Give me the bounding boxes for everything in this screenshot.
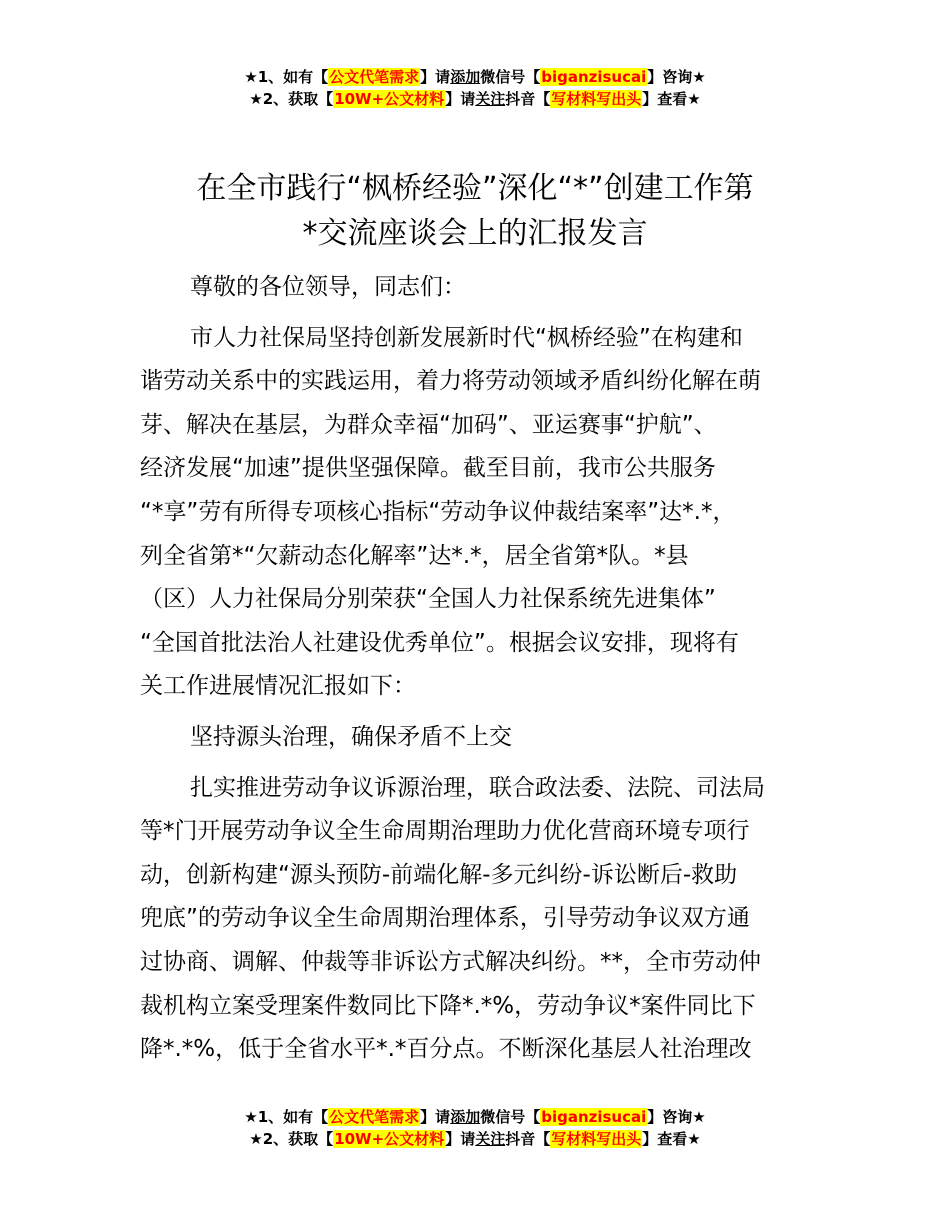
paragraph-line: 市人力社保局坚持创新发展新时代“枫桥经验”在构建和 — [190, 324, 743, 351]
banner-text: 抖音【 — [505, 90, 551, 108]
banner-highlight: biganzisucai — [541, 68, 647, 86]
banner-line-1 — [0, 1106, 950, 1128]
header-banner — [0, 66, 950, 110]
banner-line-1 — [0, 66, 950, 88]
section-heading — [140, 716, 812, 760]
paragraph-line: （区）人力社保局分别荣获“全国人力社保系统先进集体” — [140, 586, 716, 613]
banner-underline: 添加 — [450, 1108, 481, 1126]
banner-text: 】咨询★ — [647, 1108, 706, 1126]
section-paragraph — [140, 767, 812, 1072]
paragraph-line: 扎实推进劳动争议诉源治理，联合政法委、法院、司法局 — [190, 774, 765, 801]
banner-text: ★1、如有【 — [244, 68, 329, 86]
banner-line-2 — [0, 1128, 950, 1150]
paragraph-line: 经济发展“加速”提供坚强保障。截至目前，我市公共服务 — [140, 455, 716, 482]
paragraph-line: 降*.*%，低于全省水平*.*百分点。不断深化基层人社治理改 — [140, 1036, 752, 1063]
paragraph-line: 过协商、调解、仲裁等非诉讼方式解决纠纷。**，全市劳动仲 — [140, 948, 761, 975]
banner-text: 】请 — [445, 90, 476, 108]
banner-highlight: 公文代笔需求 — [329, 68, 420, 86]
banner-underline: 关注 — [475, 90, 506, 108]
paragraph-line: 裁机构立案受理案件数同比下降*.*%，劳动争议*案件同比下 — [140, 992, 756, 1019]
title-line-2: *交流座谈会上的汇报发言 — [302, 216, 648, 251]
banner-text: 微信号【 — [480, 1108, 541, 1126]
paragraph-line: 动，创新构建“源头预防-前端化解-多元纠纷-诉讼断后-救助 — [140, 861, 738, 888]
banner-text: ★2、获取【 — [249, 90, 334, 108]
paragraph-line: “全国首批法治人社建设优秀单位”。根据会议安排，现将有 — [140, 629, 739, 656]
paragraph-line: 尊敬的各位领导，同志们： — [190, 274, 466, 300]
title-line-1: 在全市践行“枫桥经验”深化“*”创建工作第 — [196, 171, 754, 206]
banner-highlight: 写材料写出头 — [551, 1130, 642, 1148]
banner-highlight: biganzisucai — [541, 1108, 647, 1126]
footer-banner — [0, 1106, 950, 1150]
salutation — [140, 266, 812, 310]
banner-highlight: 写材料写出头 — [551, 90, 642, 108]
paragraph-line: 芽、解决在基层，为群众幸福“加码”、亚运赛事“护航”、 — [140, 411, 717, 438]
paragraph-line: 坚持源头治理，确保矛盾不上交 — [190, 723, 512, 750]
banner-text: 】请 — [420, 68, 451, 86]
banner-text: 】查看★ — [642, 90, 701, 108]
banner-text: ★1、如有【 — [244, 1108, 329, 1126]
banner-text: 微信号【 — [480, 68, 541, 86]
banner-text: ★2、获取【 — [249, 1130, 334, 1148]
banner-underline: 关注 — [475, 1130, 506, 1148]
document-body — [140, 266, 812, 1072]
paragraph-line: 列全省第*“欠薪动态化解率”达*.*，居全省第*队。*县 — [140, 542, 689, 569]
banner-text: 】咨询★ — [647, 68, 706, 86]
paragraph-line: 谐劳动关系中的实践运用，着力将劳动领域矛盾纠纷化解在萌 — [140, 368, 761, 395]
banner-highlight: 10W+公文材料 — [334, 90, 445, 108]
banner-text: 】请 — [420, 1108, 451, 1126]
paragraph-line: 兜底”的劳动争议全生命周期治理体系，引导劳动争议双方通 — [140, 905, 750, 932]
paragraph-line: 关工作进展情况汇报如下： — [140, 673, 416, 700]
banner-text: 】请 — [445, 1130, 476, 1148]
intro-paragraph — [140, 317, 812, 709]
document-title — [130, 166, 820, 256]
banner-text: 】查看★ — [642, 1130, 701, 1148]
banner-highlight: 10W+公文材料 — [334, 1130, 445, 1148]
paragraph-line: 等*门开展劳动争议全生命周期治理助力优化营商环境专项行 — [140, 818, 750, 845]
banner-text: 抖音【 — [505, 1130, 551, 1148]
paragraph-line: “*享”劳有所得专项核心指标“劳动争议仲裁结案率”达*.*， — [140, 498, 736, 525]
banner-highlight: 公文代笔需求 — [329, 1108, 420, 1126]
banner-line-2 — [0, 88, 950, 110]
banner-underline: 添加 — [450, 68, 481, 86]
